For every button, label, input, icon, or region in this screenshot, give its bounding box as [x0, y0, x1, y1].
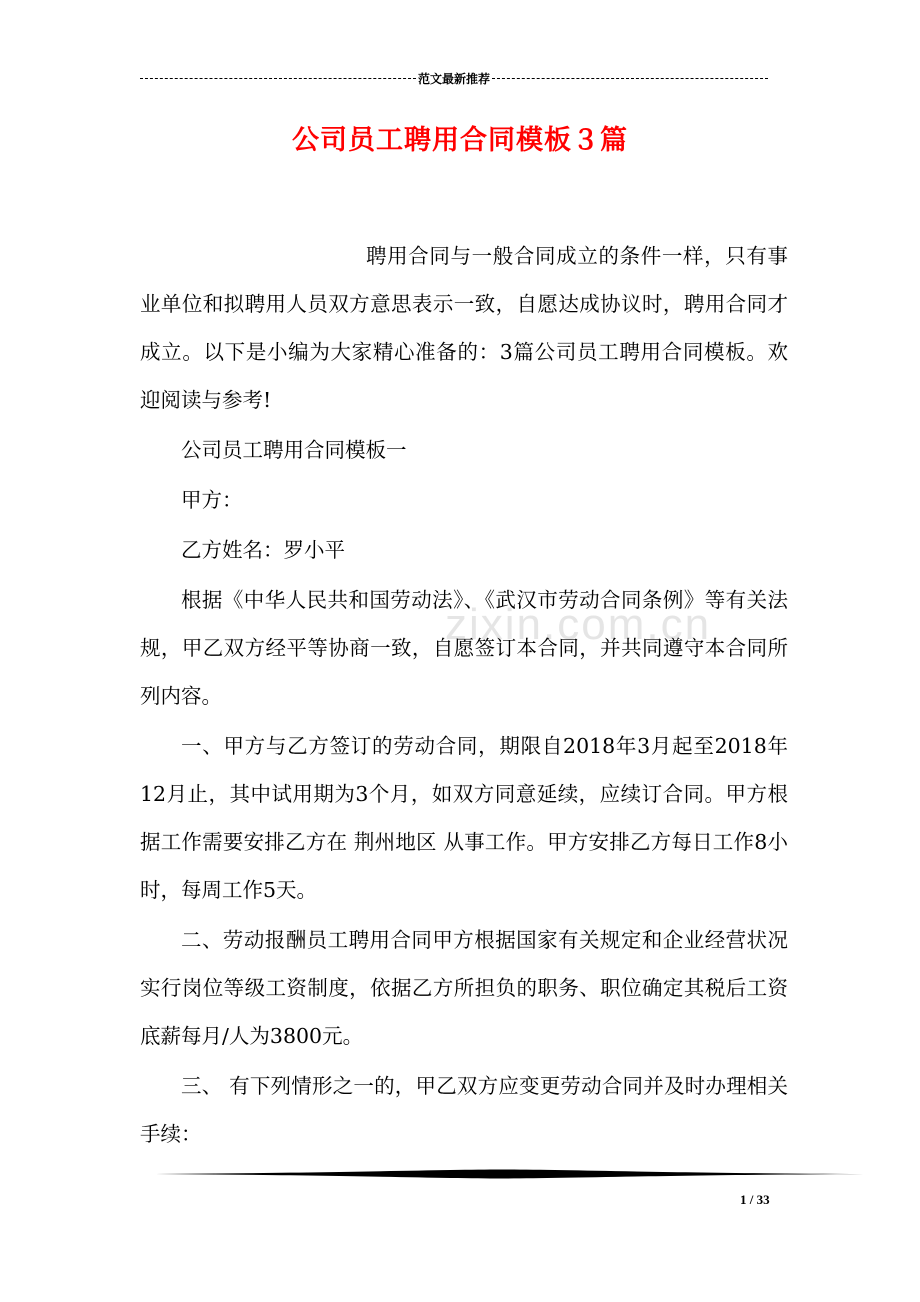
document-title: 公司员工聘用合同模板３篇: [292, 125, 628, 156]
party-b-line: 乙方姓名：罗小平: [181, 538, 345, 562]
header-dash-left: [140, 78, 416, 79]
watermark: zixin.com.cn: [445, 600, 712, 649]
page-number: 1 / 33: [740, 1192, 770, 1207]
page-header: [140, 68, 768, 88]
document-body: [140, 232, 788, 1160]
clause-three: 三、 有下列情形之一的，甲乙双方应变更劳动合同并及时办理相关手续：: [140, 1074, 788, 1146]
footer-rule: [140, 1169, 864, 1179]
header-dash-right: [492, 78, 768, 79]
intro-paragraph: 聘用合同与一般合同成立的条件一样，只有事业单位和拟聘用人员双方意思表示一致，自愿达成协议时，聘用合同才成立。以下是小编为大家精心准备的：3篇公司员工聘用合同模板。欢迎阅读与参考!: [140, 244, 788, 412]
legal-basis-paragraph: 根据《中华人民共和国劳动法》、《武汉市劳动合同条例》等有关法规，甲乙双方经平等协商一致，自愿签订本合同，并共同遵守本合同所列内容。: [140, 588, 788, 708]
section-heading: 公司员工聘用合同模板一: [181, 438, 407, 462]
header-label: 范文最新推荐: [418, 71, 491, 86]
clause-one: 一、甲方与乙方签订的劳动合同，期限自2018年3月起至2018年12月止，其中试用期为3个月，如双方同意延续，应续订合同。甲方根据工作需要安排乙方在 荆州地区 从事工作。甲方安排乙方每日工作8小时，每周工作5天。: [140, 734, 788, 902]
clause-two: 二、劳动报酬员工聘用合同甲方根据国家有关规定和企业经营状况实行岗位等级工资制度，依据乙方所担负的职务、职位确定其税后工资底薪每月/人为3800元。: [140, 928, 788, 1048]
party-a-line: 甲方：: [181, 488, 243, 512]
